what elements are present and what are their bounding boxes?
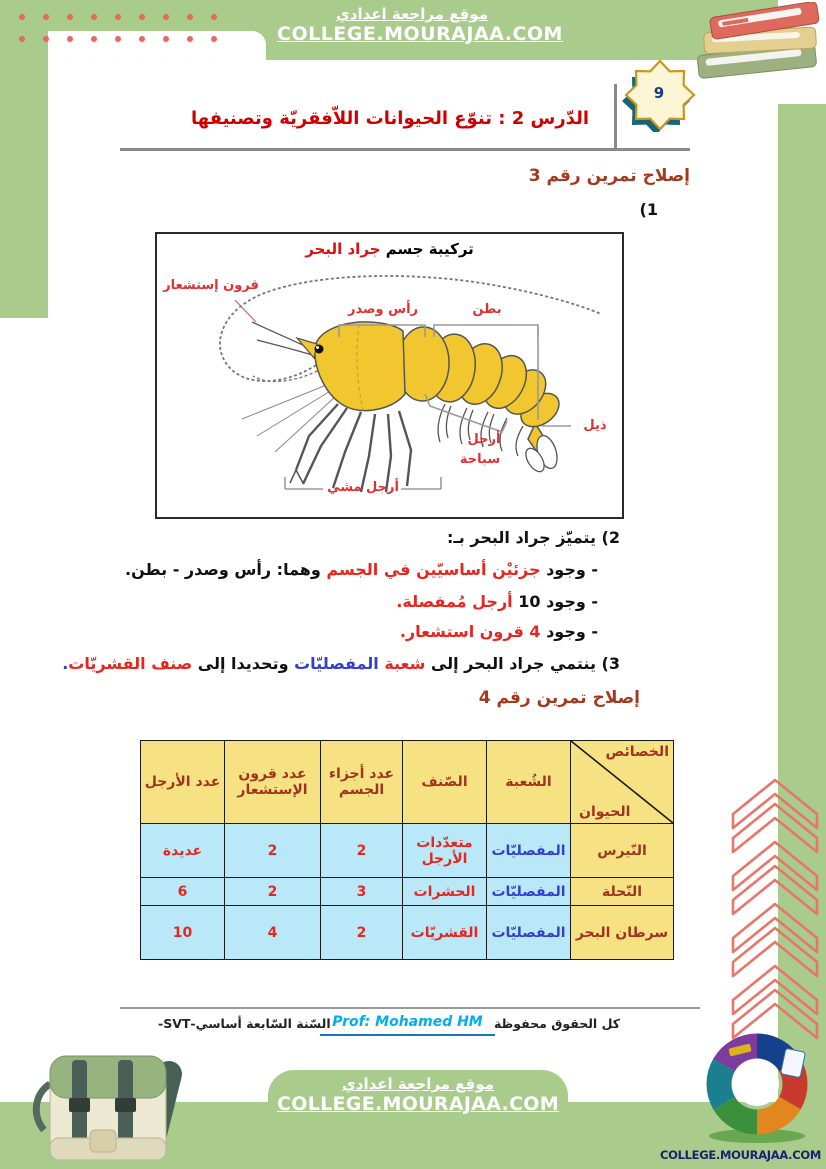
title-underline <box>120 148 690 151</box>
cell-class: متعدّدات الأرجل <box>403 824 487 878</box>
cell-animal: النّيرس <box>571 824 674 878</box>
q3-blue1: المفصليّات <box>294 654 379 673</box>
cell-phylum: المفصليّات <box>487 878 571 906</box>
classification-table <box>140 740 674 960</box>
header-legs: عدد الأرجل <box>141 741 225 824</box>
label-antennae: قرون إستشعار <box>163 278 259 293</box>
q2-item2-b1: - وجود 10 <box>512 592 598 611</box>
cell-animal: النّحلة <box>571 878 674 906</box>
lesson-title: الدّرس 2 : تنوّع الحيوانات اللاّفقريّة وتصنيفها <box>190 108 590 129</box>
corner-dots-pattern <box>4 2 228 58</box>
site-logo <box>695 1028 821 1146</box>
question1-marker: (1 <box>639 200 658 219</box>
q3-blue2: . <box>62 654 69 673</box>
cell-phylum: المفصليّات <box>487 906 571 960</box>
q2-item1-b1: - وجود <box>540 560 598 579</box>
copyright-text: كل الحقوق محفوظة <box>493 1016 620 1031</box>
cell-animal: سرطان البحر <box>571 906 674 960</box>
books-stack-icon <box>688 2 822 82</box>
figure-title-black: تركيبة جسم <box>380 240 474 258</box>
q2-item3-b1: - وجود <box>540 622 598 641</box>
label-abdomen: بطن <box>472 302 502 317</box>
grade-level-text: السّنة السّابعة أساسي-SVT- <box>158 1016 331 1031</box>
label-swim-legs-1: أرجل <box>467 432 501 447</box>
page-number: 9 <box>653 84 665 102</box>
chevrons-decoration <box>725 778 825 1048</box>
q2-item2-red: أرجل مُمفصلة. <box>396 592 513 611</box>
lobster-figure <box>155 232 624 519</box>
q2-item1 <box>125 560 598 579</box>
cell-legs: 6 <box>141 878 225 906</box>
table-row <box>141 824 674 878</box>
site-name-arabic[interactable]: موقع مراجعة اعدادي <box>336 5 488 23</box>
q3-red2: صنف القشريّات <box>68 654 193 673</box>
site-banner-top[interactable] <box>277 5 563 45</box>
cell-antennae: 4 <box>225 906 321 960</box>
label-tail: ذيل <box>583 418 607 433</box>
q2-item2 <box>396 592 598 611</box>
lobster-drawing <box>157 234 622 517</box>
cell-antennae: 2 <box>225 878 321 906</box>
cell-legs: عديدة <box>141 824 225 878</box>
q3-b2: وتحديدا إلى <box>192 654 295 673</box>
table-row <box>141 878 674 906</box>
header-antennae: عدد قرون الإستشعار <box>225 741 321 824</box>
q2-item3-red: 4 قرون استشعار. <box>399 622 541 641</box>
cell-class: القشريّات <box>403 906 487 960</box>
corner-label-characteristics: الخصائص <box>605 744 669 760</box>
backpack-illustration <box>20 1042 210 1169</box>
q3-red1: شعبة <box>378 654 426 673</box>
figure-title <box>157 240 622 258</box>
label-walk-legs: أرجل مشي <box>327 480 399 495</box>
q2-intro-text: يتميّز جراد البحر بـ: <box>446 528 596 547</box>
cell-antennae: 2 <box>225 824 321 878</box>
label-swim-legs-2: سباحة <box>459 452 501 467</box>
cell-phylum: المفصليّات <box>487 824 571 878</box>
q2-intro <box>447 528 620 547</box>
site-domain-link-bottom[interactable]: COLLEGE.MOURAJAA.COM <box>277 1093 559 1115</box>
header-phylum: الشُعبة <box>487 741 571 824</box>
q2-item1-red: جزئيْن أساسيّين في الجسم <box>326 560 541 579</box>
q3-b1: ينتمي جراد البحر إلى <box>425 654 596 673</box>
cell-legs: 10 <box>141 906 225 960</box>
exercise4-heading: إصلاح تمرين رقم 4 <box>478 688 640 708</box>
cell-class: الحشرات <box>403 878 487 906</box>
footer-divider <box>120 1007 700 1009</box>
header-class: الصّنف <box>403 741 487 824</box>
label-head-thorax: رأس وصدر <box>347 302 419 317</box>
corner-label-animal: الحيوان <box>579 804 631 820</box>
q2-marker: (2 <box>601 528 620 547</box>
exercise3-heading: إصلاح تمرين رقم 3 <box>528 166 690 186</box>
cell-body-parts: 2 <box>321 906 403 960</box>
figure-title-red: جراد البحر <box>305 240 381 258</box>
cell-body-parts: 3 <box>321 878 403 906</box>
site-name-arabic-bottom[interactable]: موقع مراجعة اعدادي <box>342 1075 494 1093</box>
q2-item3 <box>400 622 598 641</box>
header-body-parts: عدد أجزاء الجسم <box>321 741 403 824</box>
cell-body-parts: 2 <box>321 824 403 878</box>
site-domain-link[interactable]: COLLEGE.MOURAJAA.COM <box>277 23 563 45</box>
table-row <box>141 906 674 960</box>
q3-marker: (3 <box>601 654 620 673</box>
corner-header-cell <box>571 741 674 824</box>
q3-line <box>62 654 620 673</box>
logo-caption: COLLEGE.MOURAJAA.COM <box>659 1148 822 1162</box>
site-banner-bottom[interactable] <box>268 1075 568 1115</box>
q2-item1-b2: وهما: رأس وصدر - بطن. <box>125 560 327 579</box>
prof-name-link[interactable]: Prof: Mohamed HM <box>320 1014 495 1036</box>
